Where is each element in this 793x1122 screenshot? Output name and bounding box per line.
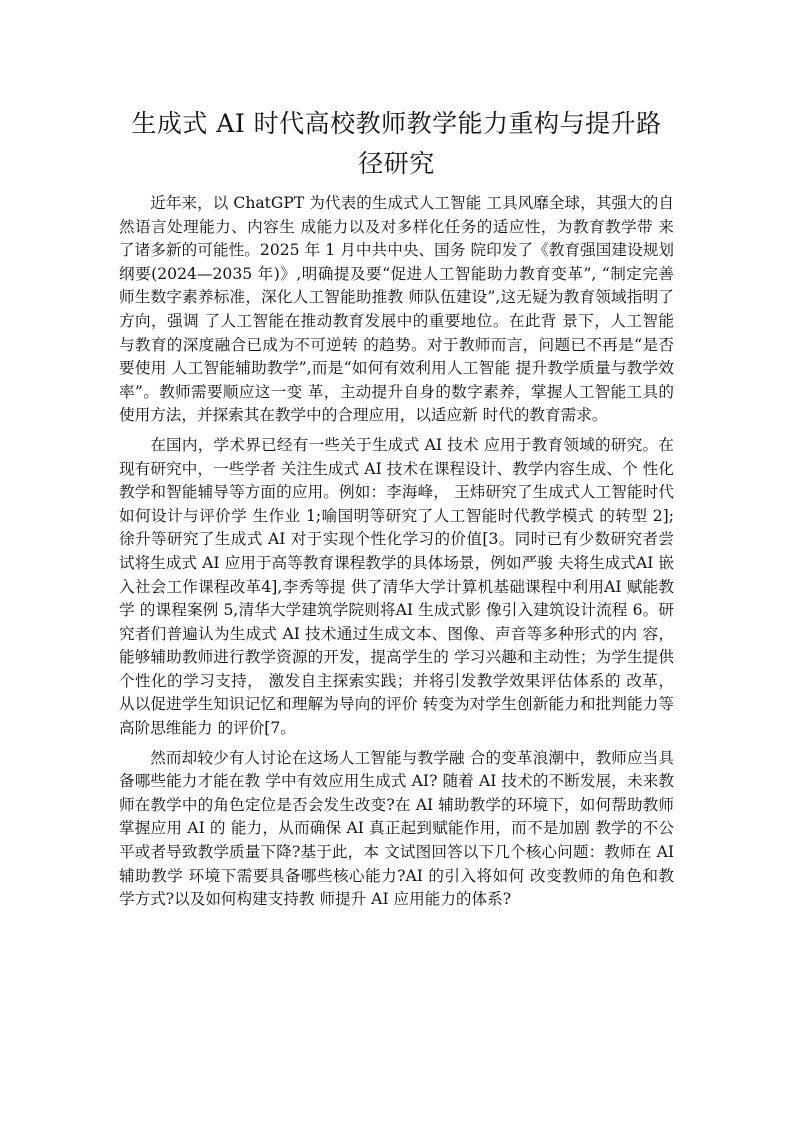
paragraph-2: 在国内，学术界已经有一些关于生成式 AI 技术 应用于教育领域的研究。在现有研究中，一些学者 关注生成式 AI 技术在课程设计、教学内容生成、个 性化教学和智能辅导等方面的应用。例如：李海峰， 王炜研究了生成式人工智能时代如何设计与评价学 生作业 1;喻国明等研究了人工智能时代教学模式 的转型 2];徐升等研究了生成式 AI 对于实现个性化学习的价值[3。同时已有少数研究者尝试将生成式 AI 应用于高等教育课程教学的具体场景，例如严骏 夫将生成式AI 嵌入社会工作课程改革4],李秀等提 供了清华大学计算机基础课程中利用AI 赋能教学 的课程案例 5,清华大学建筑学院则将AI 生成式影 像引入建筑设计流程 6。研究者们普遍认为生成式 AI 技术通过生成文本、图像、声音等多种形式的内 容，能够辅助教师进行教学资源的开发，提高学生的 学习兴趣和主动性；为学生提供个性化的学习支持， 激发自主探索实践；并将引发教学效果评估体系的 改革，从以促进学生知识记忆和理解为导向的评价 转变为对学生创新能力和批判能力等高阶思维能力 的评价[7。 xyxy=(119,435,674,738)
paragraph-3: 然而却较少有人讨论在这场人工智能与教学融 合的变革浪潮中，教师应当具备哪些能力才能在教 学中有效应用生成式 AI? 随着 AI 技术的不断发展，未来教师在教学中的角色定位是否会发生改变?在 AI 辅助教学的环境下，如何帮助教师掌握应用 AI 的 能力，从而确保 AI 真正起到赋能作用，而不是加剧 教学的不公平或者导致教学质量下降?基于此，本 文试图回答以下几个核心问题：教师在 AI 辅助教学 环境下需要具备哪些核心能力?AI 的引入将如何 改变教师的角色和教学方式?以及如何构建支持教 师提升 AI 应用能力的体系? xyxy=(119,748,674,909)
document-title: 生成式 AI 时代高校教师教学能力重构与提升路径研究 xyxy=(131,109,662,178)
paragraph-1: 近年来，以 ChatGPT 为代表的生成式人工智能 工具风靡全球，其强大的自然语言处理能力、内容生 成能力以及对多样化任务的适应性，为教育教学带 来了诸多新的可能性。2025 年 1 月中共中央、国务 院印发了《教育强国建设规划纲要(2024—2035 年)》,明确提及要“促进人工智能助力教育变革”, “制定完善师生数字素养标准，深化人工智能助推教 师队伍建设”,这无疑为教育领域指明了方向，强调 了人工智能在推动教育发展中的重要地位。在此背 景下，人工智能与教育的深度融合已成为不可逆转 的趋势。对于教师而言，问题已不再是“是否要使用 人工智能辅助教学”,而是“如何有效利用人工智能 提升教学质量与教学效率”。教师需要顺应这一变 革，主动提升自身的数字素养，掌握人工智能工具的 使用方法，并探索其在教学中的合理应用，以适应新 时代的教育需求。 xyxy=(119,194,674,425)
